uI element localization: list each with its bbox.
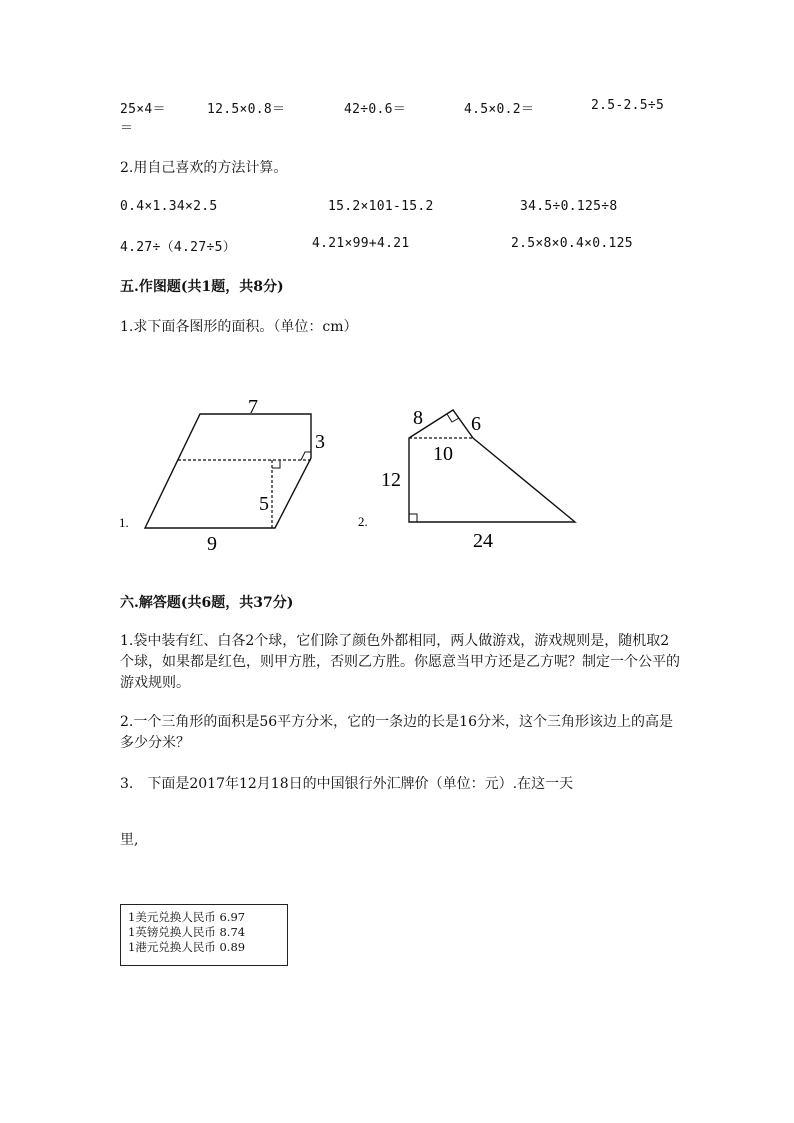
- figure-index: 2.: [358, 514, 368, 529]
- question-2-title: 2.用自己喜欢的方法计算。: [120, 160, 288, 176]
- calc-wrap: ＝: [120, 121, 134, 136]
- calc-row3-item-2: 4.21×99+4.21: [312, 236, 410, 251]
- calc-row2-item-3: 34.5÷0.125÷8: [520, 199, 618, 214]
- section-6-question-2: 2.一个三角形的面积是56平方分米，它的一条边的长是16分米，这个三角形该边上的高是多少分米？: [120, 714, 673, 751]
- right-angle-mark-bottom: [409, 514, 417, 522]
- label-bottom: 24: [473, 530, 493, 552]
- label-bottom: 9: [207, 533, 217, 555]
- figure-2-composite: [355, 400, 595, 555]
- label-left: 12: [381, 469, 401, 491]
- section-6-question-1: 1.袋中装有红、白各2个球，它们除了颜色外都相同，两人做游戏，游戏规则是，随机取2个球，如果都是红色，则甲方胜，否则乙方胜。你愿意当甲方还是乙方呢？制定一个公平的游戏规则。: [120, 633, 680, 691]
- calc-row2-item-2: 15.2×101-15.2: [328, 199, 434, 214]
- rate-gbp: 1英镑兑换人民币 8.74: [128, 925, 246, 939]
- calc-item-4: 4.5×0.2＝: [464, 102, 535, 117]
- section-5-heading: 五.作图题(共1题，共8分): [120, 279, 284, 295]
- trapezoid-outline: [145, 414, 311, 528]
- calc-row3-item-1: 4.27÷（4.27÷5）: [120, 240, 236, 255]
- section-6-question-3: 3. 下面是2017年12月18日的中国银行外汇牌价（单位：元）.在这一天: [120, 776, 574, 792]
- label-a: 8: [413, 407, 423, 429]
- right-angle-mark: [272, 460, 280, 468]
- rate-usd: 1美元兑换人民币 6.97: [128, 910, 246, 924]
- figure-index: 1.: [119, 515, 129, 530]
- figure-1-trapezoid: [115, 390, 345, 555]
- label-b: 6: [471, 413, 481, 435]
- calc-item-2: 12.5×0.8＝: [207, 102, 286, 117]
- calc-item-3: 42÷0.6＝: [344, 102, 407, 117]
- label-c: 10: [433, 443, 453, 465]
- calc-row3-item-3: 2.5×8×0.4×0.125: [511, 236, 633, 251]
- composite-outline: [409, 410, 575, 522]
- section-6-question-3-cont: 里,: [120, 832, 139, 848]
- label-height: 5: [259, 493, 269, 515]
- rate-hkd: 1港元兑换人民币 0.89: [128, 940, 246, 954]
- section-6-heading: 六.解答题(共6题，共37分): [120, 595, 294, 611]
- calc-item-5: 2.5-2.5÷5: [591, 98, 665, 113]
- calc-item-1: 25×4＝: [120, 102, 166, 117]
- exchange-rate-table: [120, 904, 288, 966]
- section-5-question-1: 1.求下面各图形的面积。（单位：cm）: [120, 319, 358, 335]
- label-right: 3: [315, 431, 325, 453]
- label-top: 7: [248, 396, 258, 418]
- calc-row2-item-1: 0.4×1.34×2.5: [120, 199, 218, 214]
- right-angle-mark-2: [301, 452, 311, 460]
